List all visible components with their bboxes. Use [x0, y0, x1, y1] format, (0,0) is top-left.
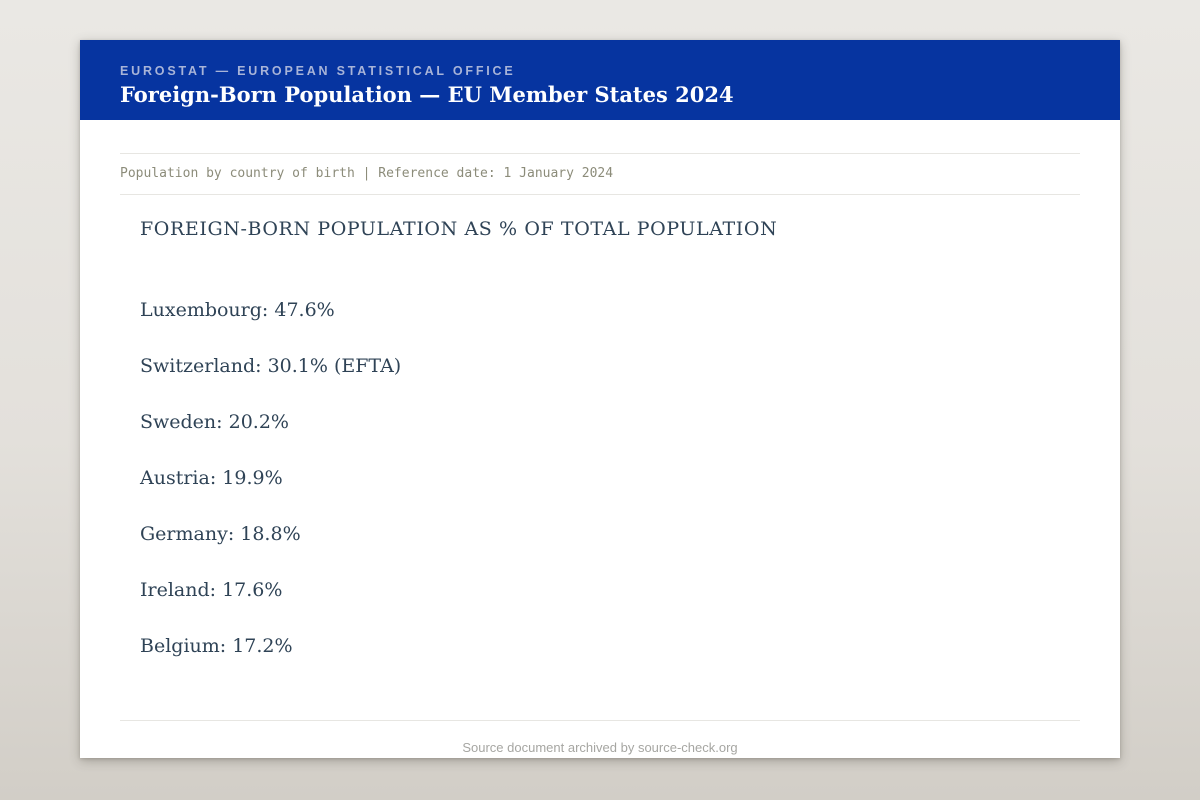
document-header	[80, 40, 1120, 120]
country-stat-list	[140, 282, 1060, 674]
footer-divider	[120, 720, 1080, 721]
section-heading: FOREIGN-BORN POPULATION AS % OF TOTAL POPULATION	[140, 218, 778, 240]
list-item: Sweden: 20.2%	[140, 411, 289, 433]
list-item: Switzerland: 30.1% (EFTA)	[140, 355, 402, 377]
list-item: Ireland: 17.6%	[140, 579, 283, 601]
archive-note: Source document archived by source-check.org	[462, 740, 738, 755]
meta-line: Population by country of birth | Reference date: 1 January 2024	[120, 153, 1080, 195]
document-card	[80, 40, 1120, 758]
list-item: Austria: 19.9%	[140, 467, 283, 489]
list-item: Belgium: 17.2%	[140, 635, 293, 657]
page-title: Foreign-Born Population — EU Member States 2024	[120, 82, 734, 107]
list-item: Germany: 18.8%	[140, 523, 301, 545]
list-item: Luxembourg: 47.6%	[140, 299, 335, 321]
header-eyebrow: EUROSTAT — EUROPEAN STATISTICAL OFFICE	[120, 64, 516, 78]
document-body	[80, 218, 1120, 674]
